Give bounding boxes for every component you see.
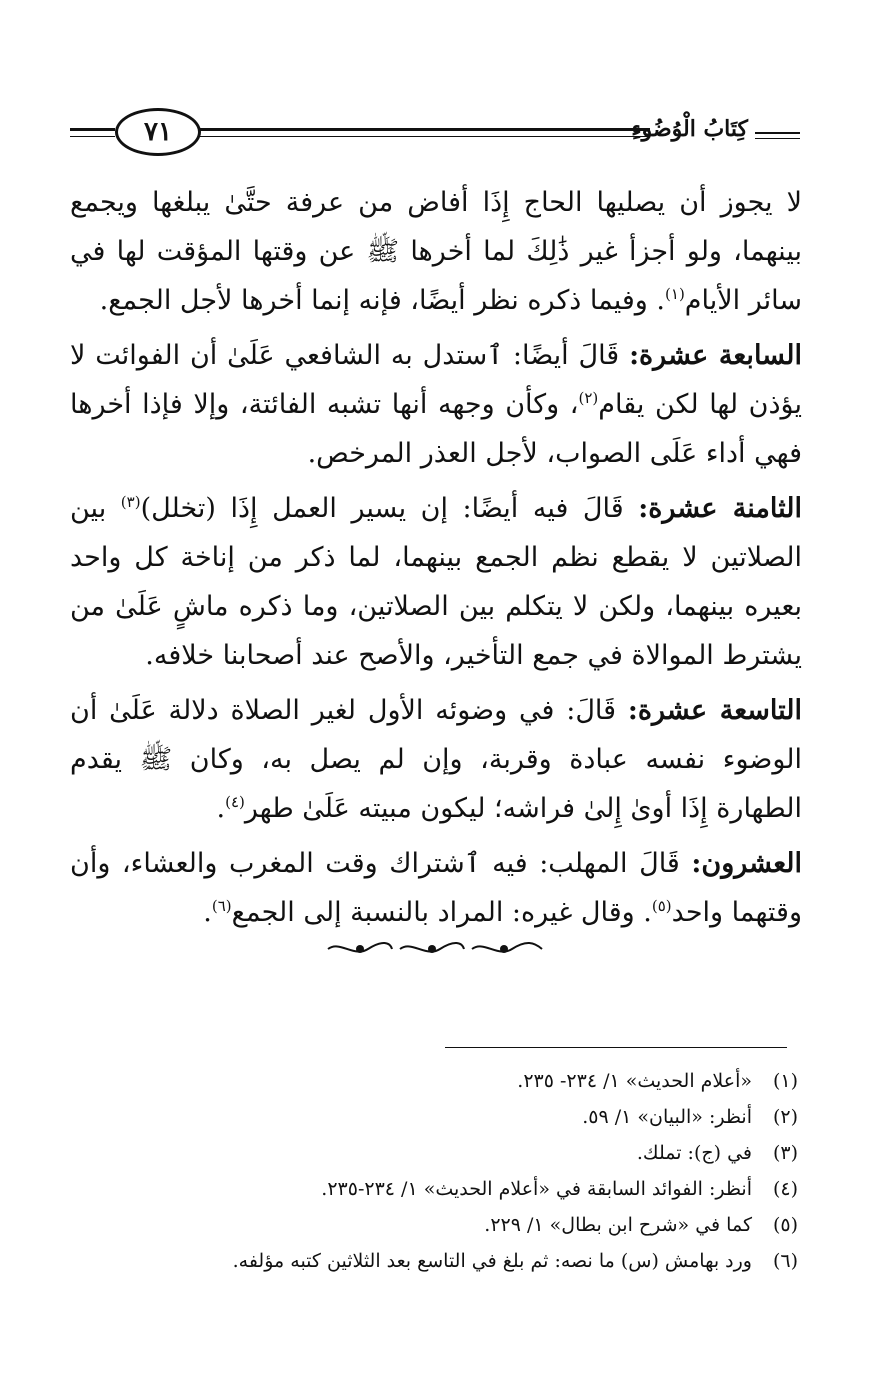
paragraph-text: قَالَ فيه أيضًا: إن يسير العمل إِذَا (تخلل) [140, 493, 639, 524]
paragraph-text: . وقال غيره: المراد بالنسبة إلى الجمع [231, 897, 652, 928]
paragraph-text: . [216, 793, 226, 824]
header-rule [200, 136, 650, 137]
footnote-text: ورد بهامش (س) ما نصه: ثم بلغ في التاسع بعد الثلاثين كتبه مؤلفه. [232, 1250, 752, 1272]
paragraph-text: ، وكأن وجهه أنها تشبه الفائتة، وإلا فإذا أخرها فهي أداء عَلَى الصواب، لأجل العذر المرخص. [70, 389, 802, 469]
footnote-text: «أعلام الحديث» ١/ ٢٣٤- ٢٣٥. [517, 1070, 752, 1092]
paragraph-lead: السابعة عشرة: [629, 340, 802, 371]
page-header [70, 108, 800, 164]
paragraph [70, 686, 802, 833]
footnote [70, 1207, 802, 1243]
paragraph-text: قَالَ المهلب: فيه ٱشتراك وقت المغرب والعشاء، وأن وقتهما واحد [70, 848, 802, 928]
header-rule [200, 128, 650, 131]
paragraph-text: . وفيما ذكره نظر أيضًا، فإنه إنما أخرها لأجل الجمع. [99, 285, 666, 316]
footnotes [70, 1063, 802, 1279]
footnote [70, 1243, 802, 1279]
paragraph-text: لا يجوز أن يصليها الحاج إِذَا أفاض من عرفة حتَّىٰ يبلغها ويجمع بينهما، ولو أجزأ غير ذَٰلِكَ لما أخرها ﷺ عن وقتها المؤقت لها في سائر الأيام [70, 187, 802, 316]
paragraph-lead: العشرون: [691, 848, 802, 879]
running-head: كِتَابُ الْوُضُوءِ [631, 116, 748, 142]
page-number-badge [115, 108, 201, 156]
paragraph-text: قَالَ: في وضوئه الأول لغير الصلاة دلالة عَلَىٰ أن الوضوء نفسه عبادة وقربة، وإن لم يصل به، وكان ﷺ يقدم الطهارة إِذَا أوىٰ إِلىٰ فراشه؛ ليكون مبيته عَلَىٰ طهر [70, 695, 802, 824]
main-text [70, 178, 802, 943]
header-rule [70, 128, 115, 131]
footnote-number: (٣) [772, 1142, 798, 1164]
footnote-text: أنظر: الفوائد السابقة في «أعلام الحديث» ١/ ٢٣٤-٢٣٥. [321, 1178, 752, 1200]
paragraph-lead: التاسعة عشرة: [627, 695, 802, 726]
footnote-separator [445, 1047, 787, 1048]
footnote-text: كما في «شرح ابن بطال» ١/ ٢٢٩. [484, 1214, 752, 1236]
paragraph [70, 839, 802, 937]
paragraph [70, 178, 802, 325]
page-number: ٧١ [144, 117, 172, 147]
footnote-ref[interactable]: (٥) [651, 897, 672, 915]
footnote-ref[interactable]: (٣) [120, 493, 141, 511]
footnote-ref[interactable]: (٦) [211, 897, 232, 915]
section-ornament [320, 938, 550, 960]
footnote-number: (٤) [772, 1178, 798, 1200]
footnote-number: (٢) [772, 1106, 798, 1128]
paragraph-text: . [203, 897, 212, 928]
footnote-text: في (ج): تملك. [636, 1142, 752, 1164]
footnote-number: (٦) [772, 1250, 798, 1272]
header-rule [70, 136, 115, 137]
paragraph [70, 484, 802, 680]
footnote-number: (٥) [772, 1214, 798, 1236]
footnote-ref[interactable]: (٤) [225, 793, 245, 811]
footnote [70, 1135, 802, 1171]
footnote [70, 1171, 802, 1207]
paragraph-lead: الثامنة عشرة: [638, 493, 802, 524]
paragraph [70, 331, 802, 478]
paragraph-text: قَالَ أيضًا: ٱستدل به الشافعي عَلَىٰ أن الفوائت لا يؤذن لها لكن يقام [70, 340, 803, 420]
footnote [70, 1099, 802, 1135]
footnote-text: أنظر: «البيان» ١/ ٥٩. [582, 1106, 752, 1128]
footnote-ref[interactable]: (١) [665, 285, 685, 303]
paragraph-text: بين الصلاتين لا يقطع نظم الجمع بينهما، لما ذكر من إناخة كل واحد بعيره بينهما، ولكن لا يتكلم بين الصلاتين، وما ذكره ماشٍ عَلَىٰ من يشترط الموالاة في جمع التأخير، والأصح عند أصحابنا خلافه. [70, 493, 802, 671]
footnote [70, 1063, 802, 1099]
header-rule [755, 138, 800, 139]
footnote-ref[interactable]: (٢) [578, 389, 599, 407]
header-rule [755, 132, 800, 134]
footnote-number: (١) [772, 1070, 798, 1092]
